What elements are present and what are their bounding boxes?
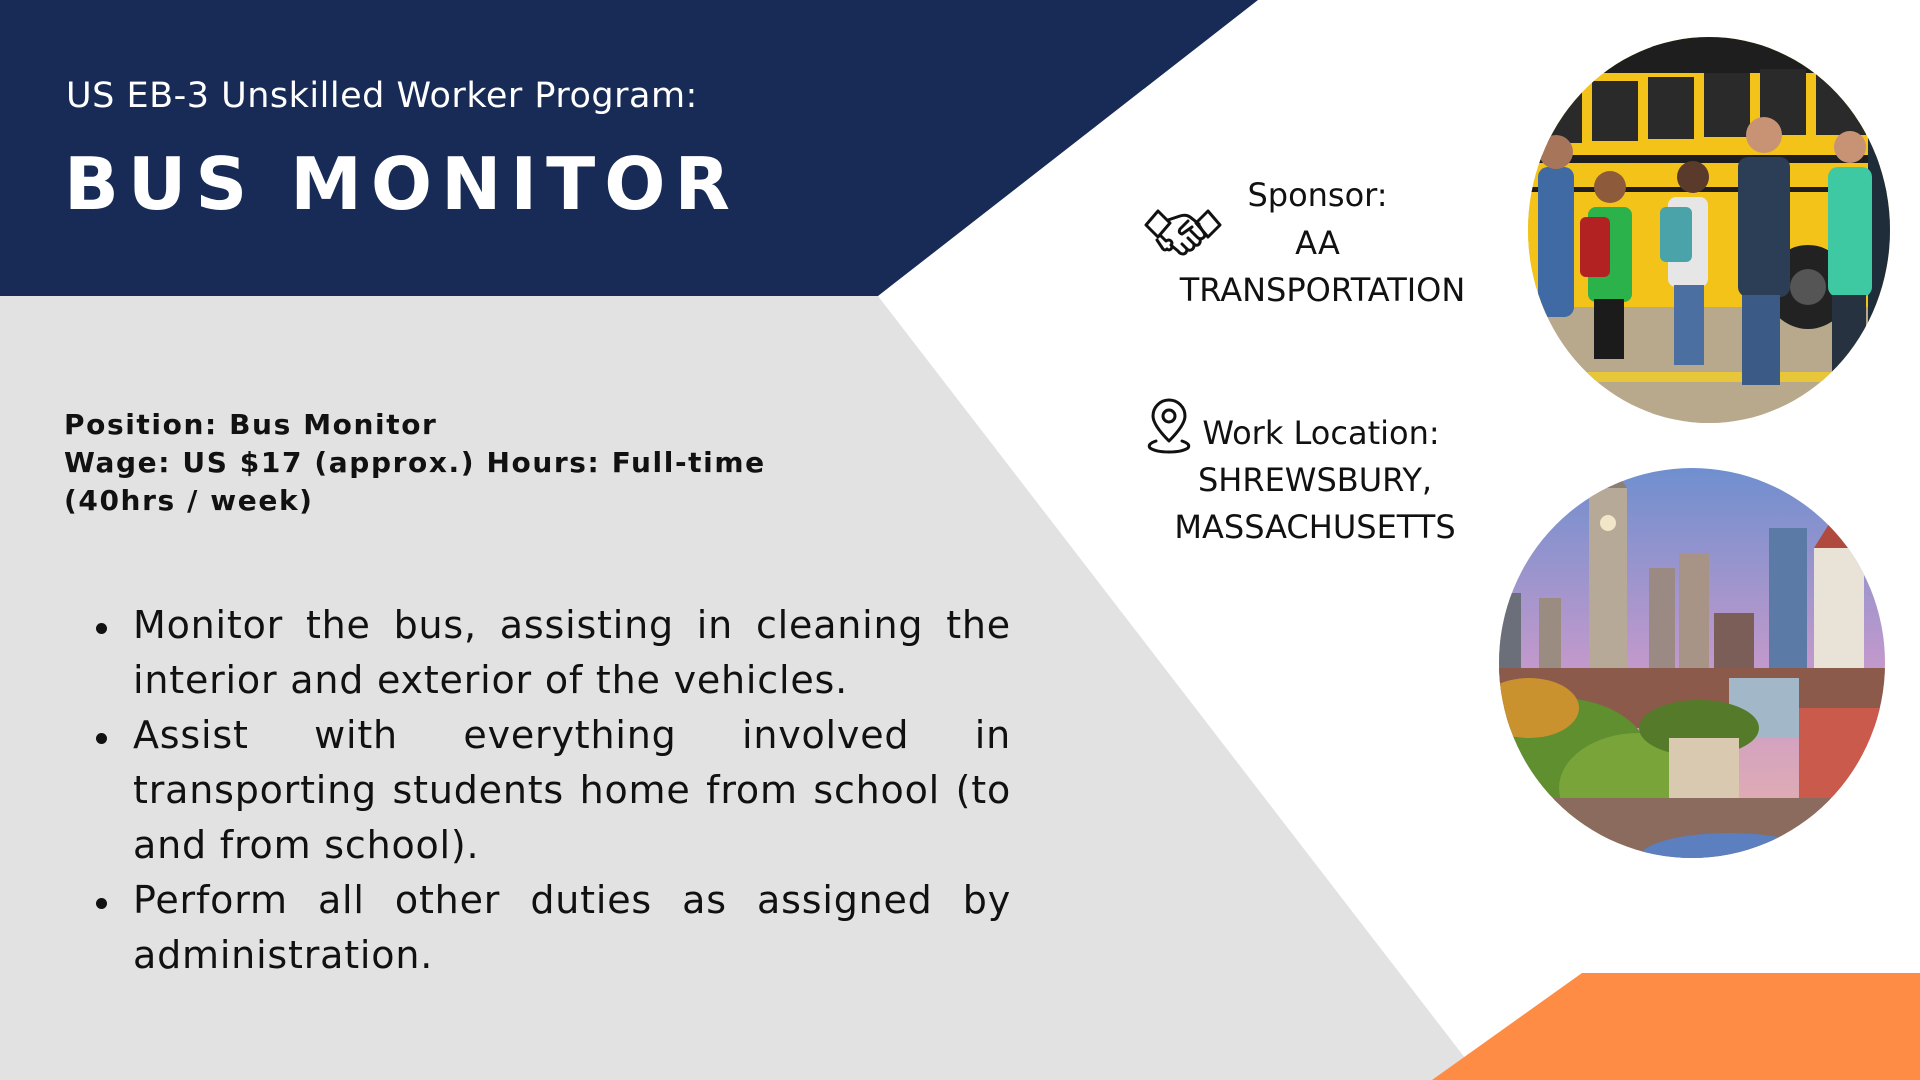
bullet-icon <box>96 898 107 909</box>
sponsor-name-line1: AA <box>1295 224 1340 262</box>
list-item <box>96 708 1011 873</box>
sponsor-label: Sponsor: <box>1247 176 1388 214</box>
school-bus-photo <box>1528 37 1890 423</box>
duty-text: Monitor the bus, assisting in cleaning the interior and exterior of the vehicles. <box>133 603 1011 702</box>
location-label: Work Location: <box>1202 414 1440 452</box>
list-item <box>96 873 1011 983</box>
list-item <box>96 598 1011 708</box>
duty-text: Perform all other duties as assigned by administration. <box>133 878 1011 977</box>
map-pin-icon <box>1144 397 1194 455</box>
position-line: Position: Bus Monitor <box>64 408 438 441</box>
location-state: MASSACHUSETTS <box>1174 508 1456 546</box>
bullet-icon <box>96 733 107 744</box>
hours-detail-line: (40hrs / week) <box>64 484 314 517</box>
page-title: BUS MONITOR <box>64 142 739 226</box>
wage-hours-line: Wage: US $17 (approx.) Hours: Full-time <box>64 446 766 479</box>
program-subtitle: US EB-3 Unskilled Worker Program: <box>66 76 698 116</box>
orange-corner <box>1432 973 1920 1080</box>
bullet-icon <box>96 623 107 634</box>
position-details <box>64 406 784 520</box>
duty-text: Assist with everything involved in transporting students home from school (to and from school). <box>133 713 1011 867</box>
location-city: SHREWSBURY, <box>1197 461 1433 499</box>
duties-list <box>96 598 1011 983</box>
city-skyline-photo <box>1499 468 1885 858</box>
sponsor-name-line2: TRANSPORTATION <box>1179 271 1466 309</box>
